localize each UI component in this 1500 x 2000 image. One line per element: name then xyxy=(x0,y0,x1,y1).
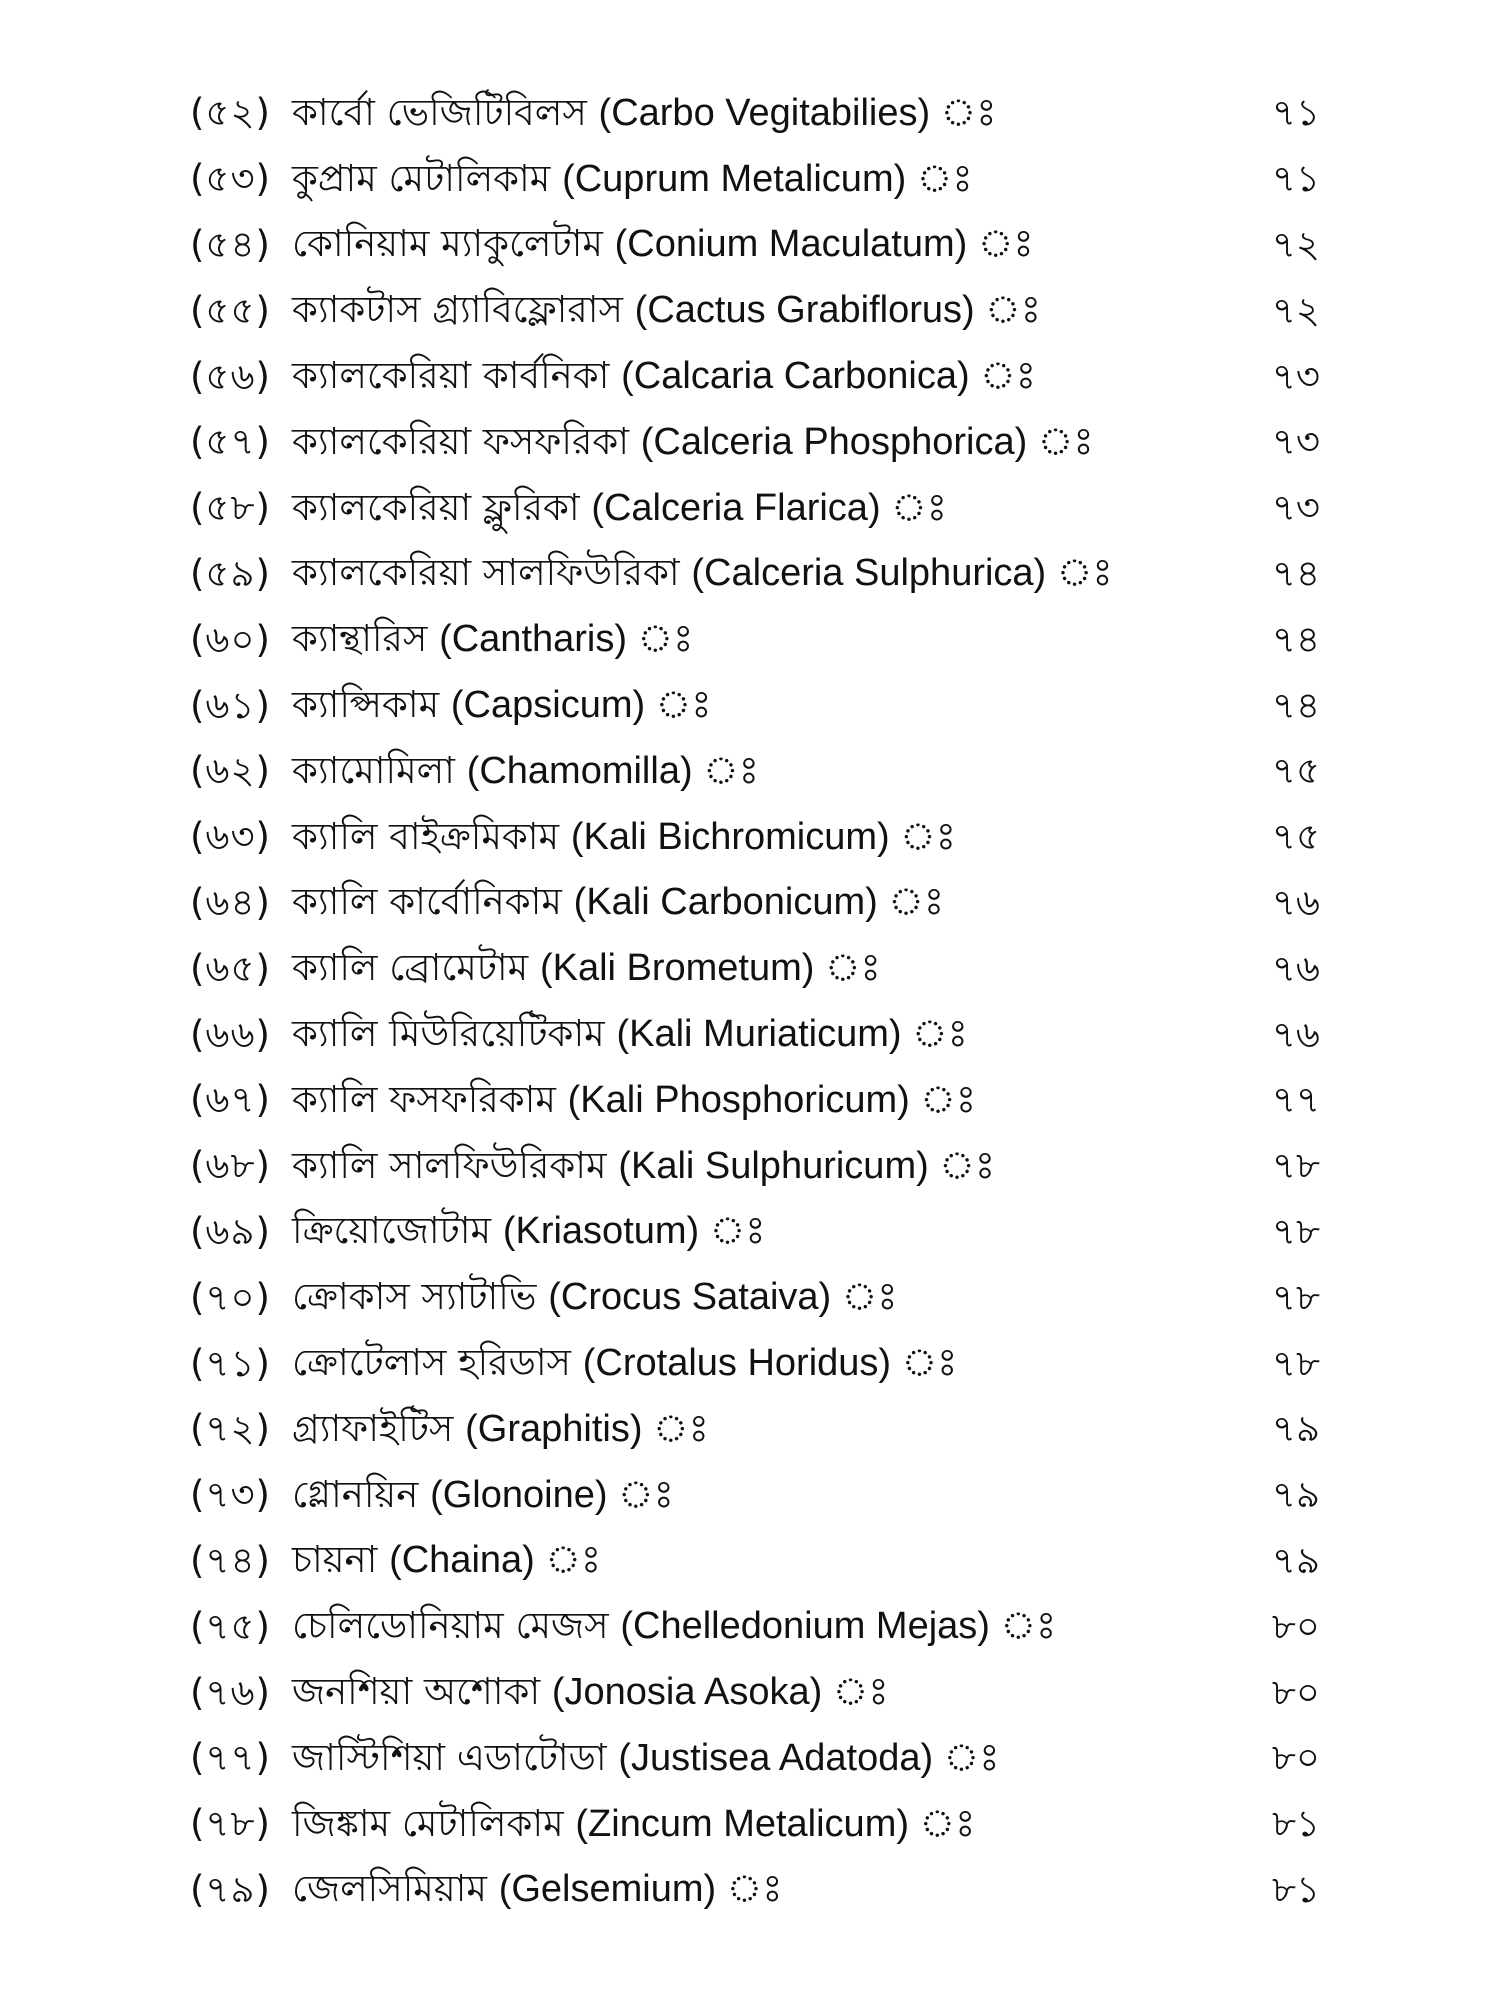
entry-title-bengali: গ্লোনয়িন xyxy=(292,1472,419,1516)
entry-number: (৫৮) xyxy=(190,486,271,530)
entry-number: (৫৯) xyxy=(190,551,271,595)
entry-number: (৫৩) xyxy=(190,157,271,201)
entry-title-bengali: ক্রোকাস স্যাটাভি xyxy=(292,1275,537,1319)
entry-title-latin: (Carbo Vegitabilies) ঃ xyxy=(598,91,997,134)
entry-title-latin: (Glonoine) ঃ xyxy=(430,1473,674,1516)
toc-entry xyxy=(0,1528,1500,1594)
entry-title-latin: (Crocus Sataiva) ঃ xyxy=(548,1276,898,1319)
entry-title-latin: (Calcaria Carbonica) ঃ xyxy=(621,355,1036,398)
entry-page-number: ৭৫ xyxy=(1271,815,1320,859)
entry-number: (৬০) xyxy=(190,617,271,661)
entry-page-number: ৭৫ xyxy=(1271,749,1320,793)
toc-entry xyxy=(0,1133,1500,1199)
entry-page-number: ৭৮ xyxy=(1271,1209,1320,1253)
toc-entry xyxy=(0,1791,1500,1857)
entry-number: (৭৬) xyxy=(190,1670,271,1714)
entry-number: (৬১) xyxy=(190,683,271,727)
entry-title xyxy=(292,90,997,134)
toc-entry xyxy=(0,935,1500,1001)
entry-number: (৬৯) xyxy=(190,1209,271,1253)
entry-title-latin: (Chamomilla) ঃ xyxy=(466,749,759,792)
entry-page-number: ৭১ xyxy=(1271,91,1320,135)
entry-page-number: ৭৬ xyxy=(1271,946,1320,990)
entry-number: (৭০) xyxy=(190,1275,271,1319)
entry-number: (৬৫) xyxy=(190,946,271,990)
entry-number: (৬২) xyxy=(190,749,271,793)
entry-title xyxy=(292,156,973,200)
entry-title-latin: (Kriasotum) ঃ xyxy=(502,1210,766,1253)
toc-entry xyxy=(0,409,1500,475)
entry-title-bengali: ক্যালকেরিয়া ফ্লুরিকা xyxy=(292,485,580,529)
entry-title xyxy=(292,1275,898,1319)
entry-title-latin: (Cactus Grabiflorus) ঃ xyxy=(634,289,1042,332)
entry-page-number: ৭৮ xyxy=(1271,1341,1320,1385)
entry-number: (৬৩) xyxy=(190,815,271,859)
entry-page-number: ৭৩ xyxy=(1271,486,1320,530)
entry-title xyxy=(292,814,957,858)
entry-title-bengali: ক্যালি ব্রোমেটাম xyxy=(292,946,529,990)
entry-title-bengali: ক্যালি বাইক্রমিকাম xyxy=(292,814,560,858)
entry-title xyxy=(292,1406,709,1450)
entry-title-latin: (Conium Maculatum) ঃ xyxy=(614,223,1034,266)
entry-title-bengali: কোনিয়াম ম্যাকুলেটাম xyxy=(292,222,603,266)
entry-page-number: ৮১ xyxy=(1271,1802,1320,1846)
entry-title xyxy=(292,748,759,792)
entry-number: (৬৮) xyxy=(190,1144,271,1188)
toc-entry xyxy=(0,80,1500,146)
entry-title-latin: (Kali Carbonicum) ঃ xyxy=(573,881,945,924)
entry-title-bengali: কুপ্রাম মেটালিকাম xyxy=(292,156,551,200)
entry-page-number: ৮০ xyxy=(1271,1670,1320,1714)
entry-page-number: ৮০ xyxy=(1271,1604,1320,1648)
entry-title-latin: (Kali Bichromicum) ঃ xyxy=(570,815,957,858)
toc-entry xyxy=(0,1659,1500,1725)
entry-number: (৬৭) xyxy=(190,1078,271,1122)
entry-title-latin: (Kali Muriaticum) ঃ xyxy=(616,1013,968,1056)
entry-page-number: ৭৬ xyxy=(1271,1012,1320,1056)
entry-title xyxy=(292,1670,889,1714)
entry-title xyxy=(292,1538,602,1582)
entry-title-bengali: চেলিডোনিয়াম মেজস xyxy=(292,1604,609,1648)
entry-title xyxy=(292,288,1042,332)
entry-title xyxy=(292,1604,1057,1648)
entry-title-bengali: ক্যাপ্সিকাম xyxy=(292,683,440,727)
entry-title-latin: (Cantharis) ঃ xyxy=(439,618,694,661)
entry-number: (৭১) xyxy=(190,1341,271,1385)
entry-title xyxy=(292,1012,968,1056)
toc-entry xyxy=(0,870,1500,936)
entry-page-number: ৭২ xyxy=(1271,222,1320,266)
toc-entry xyxy=(0,672,1500,738)
entry-number: (৫৬) xyxy=(190,354,271,398)
entry-title-latin: (Graphitis) ঃ xyxy=(465,1407,709,1450)
entry-title-bengali: জেলসিমিয়াম xyxy=(292,1867,487,1911)
entry-title xyxy=(292,222,1034,266)
toc-entry xyxy=(0,606,1500,672)
toc-entry xyxy=(0,146,1500,212)
entry-title-bengali: কার্বো ভেজিটিবিলস xyxy=(292,90,587,134)
entry-number: (৭৫) xyxy=(190,1604,271,1648)
entry-title-bengali: ক্যান্থারিস xyxy=(292,617,428,661)
entry-number: (৭৯) xyxy=(190,1867,271,1911)
entry-title-bengali: ক্যালি ফসফরিকাম xyxy=(292,1077,556,1121)
toc-entry xyxy=(0,738,1500,804)
entry-title-bengali: জনশিয়া অশোকা xyxy=(292,1670,541,1714)
entry-title xyxy=(292,1077,977,1121)
entry-page-number: ৭৩ xyxy=(1271,354,1320,398)
entry-page-number: ৭৯ xyxy=(1271,1473,1320,1517)
entry-title-bengali: গ্র্যাফাইটিস xyxy=(292,1406,454,1450)
entry-title-latin: (Capsicum) ঃ xyxy=(450,684,712,727)
entry-title-bengali: ক্যামোমিলা xyxy=(292,748,455,792)
entry-number: (৫২) xyxy=(190,91,271,135)
toc-entry xyxy=(0,1725,1500,1791)
entry-title-bengali: ক্যালকেরিয়া ফসফরিকা xyxy=(292,419,629,463)
entry-title xyxy=(292,551,1113,595)
entry-number: (৫৫) xyxy=(190,288,271,332)
entry-page-number: ৭৭ xyxy=(1271,1078,1320,1122)
entry-number: (৬৬) xyxy=(190,1012,271,1056)
entry-number: (৭২) xyxy=(190,1407,271,1451)
entry-title xyxy=(292,683,712,727)
entry-title-latin: (Justisea Adatoda) ঃ xyxy=(618,1736,1000,1779)
entry-page-number: ৭৮ xyxy=(1271,1144,1320,1188)
entry-page-number: ৭৬ xyxy=(1271,880,1320,924)
entry-title xyxy=(292,485,947,529)
entry-title xyxy=(292,1867,783,1911)
entry-page-number: ৮১ xyxy=(1271,1867,1320,1911)
toc-entry xyxy=(0,212,1500,278)
entry-page-number: ৮০ xyxy=(1271,1736,1320,1780)
entry-title-latin: (Kali Brometum) ঃ xyxy=(539,947,881,990)
entry-number: (৭৩) xyxy=(190,1473,271,1517)
entry-title-latin: (Calceria Phosphorica) ঃ xyxy=(640,420,1094,463)
entry-title-latin: (Kali Sulphuricum) ঃ xyxy=(618,1144,996,1187)
entry-title-bengali: ক্রিয়োজোটাম xyxy=(292,1209,492,1253)
toc-entry xyxy=(0,1067,1500,1133)
toc-entry xyxy=(0,804,1500,870)
toc-entry xyxy=(0,1857,1500,1923)
entry-title-latin: (Crotalus Horidus) ঃ xyxy=(582,1342,958,1385)
toc-entry xyxy=(0,1396,1500,1462)
entry-title-latin: (Cuprum Metalicum) ঃ xyxy=(562,157,973,200)
entry-page-number: ৭৪ xyxy=(1271,551,1320,595)
entry-title-bengali: চায়না xyxy=(292,1538,378,1582)
entry-title-latin: (Jonosia Asoka) ঃ xyxy=(551,1671,889,1714)
entry-number: (৫৭) xyxy=(190,420,271,464)
toc-entry xyxy=(0,541,1500,607)
entry-title-bengali: জিঙ্কাম মেটালিকাম xyxy=(292,1801,564,1845)
entry-title-bengali: ক্যালি মিউরিয়েটিকাম xyxy=(292,1012,605,1056)
entry-title-bengali: ক্যালি সালফিউরিকাম xyxy=(292,1143,607,1187)
entry-page-number: ৭৯ xyxy=(1271,1538,1320,1582)
entry-page-number: ৭৩ xyxy=(1271,420,1320,464)
entry-title-latin: (Chaina) ঃ xyxy=(389,1539,602,1582)
entry-title-bengali: জাস্টিশিয়া এডাটোডা xyxy=(292,1735,607,1779)
entry-number: (৭৮) xyxy=(190,1802,271,1846)
entry-title-latin: (Kali Phosphoricum) ঃ xyxy=(567,1078,977,1121)
entry-page-number: ৭৯ xyxy=(1271,1407,1320,1451)
entry-page-number: ৭৮ xyxy=(1271,1275,1320,1319)
entry-title-latin: (Zincum Metalicum) ঃ xyxy=(575,1802,976,1845)
toc-entry xyxy=(0,1462,1500,1528)
entry-title-latin: (Calceria Sulphurica) ঃ xyxy=(691,552,1113,595)
entry-title xyxy=(292,354,1036,398)
entry-title-latin: (Chelledonium Mejas) ঃ xyxy=(620,1605,1057,1648)
entry-title-bengali: ক্যালি কার্বোনিকাম xyxy=(292,880,562,924)
entry-number: (৭৪) xyxy=(190,1538,271,1582)
toc-entry xyxy=(0,1593,1500,1659)
entry-title xyxy=(292,880,945,924)
entry-title xyxy=(292,946,881,990)
entry-page-number: ৭৪ xyxy=(1271,683,1320,727)
entry-title-bengali: ক্যালকেরিয়া কার্বনিকা xyxy=(292,354,610,398)
entry-title-bengali: ক্রোটেলাস হরিডাস xyxy=(292,1341,571,1385)
entry-number: (৭৭) xyxy=(190,1736,271,1780)
toc-entry xyxy=(0,343,1500,409)
toc-entry xyxy=(0,1199,1500,1265)
entry-title xyxy=(292,419,1094,463)
toc-entry xyxy=(0,475,1500,541)
entry-title-bengali: ক্যালকেরিয়া সালফিউরিকা xyxy=(292,551,680,595)
toc-entry xyxy=(0,277,1500,343)
entry-page-number: ৭১ xyxy=(1271,157,1320,201)
toc-entry xyxy=(0,1001,1500,1067)
entry-page-number: ৭২ xyxy=(1271,288,1320,332)
entry-page-number: ৭৪ xyxy=(1271,617,1320,661)
entry-title-bengali: ক্যাকটাস গ্র্যাবিফ্লোরাস xyxy=(292,288,623,332)
entry-title xyxy=(292,1341,958,1385)
entry-title xyxy=(292,1472,674,1516)
entry-number: (৬৪) xyxy=(190,880,271,924)
entry-title-latin: (Calceria Flarica) ঃ xyxy=(591,486,947,529)
entry-number: (৫৪) xyxy=(190,222,271,266)
table-of-contents xyxy=(0,80,1500,1922)
entry-title xyxy=(292,617,694,661)
entry-title xyxy=(292,1143,996,1187)
entry-title-latin: (Gelsemium) ঃ xyxy=(498,1868,783,1911)
entry-title xyxy=(292,1735,1000,1779)
toc-entry xyxy=(0,1330,1500,1396)
entry-title xyxy=(292,1801,976,1845)
entry-title xyxy=(292,1209,766,1253)
toc-entry xyxy=(0,1264,1500,1330)
